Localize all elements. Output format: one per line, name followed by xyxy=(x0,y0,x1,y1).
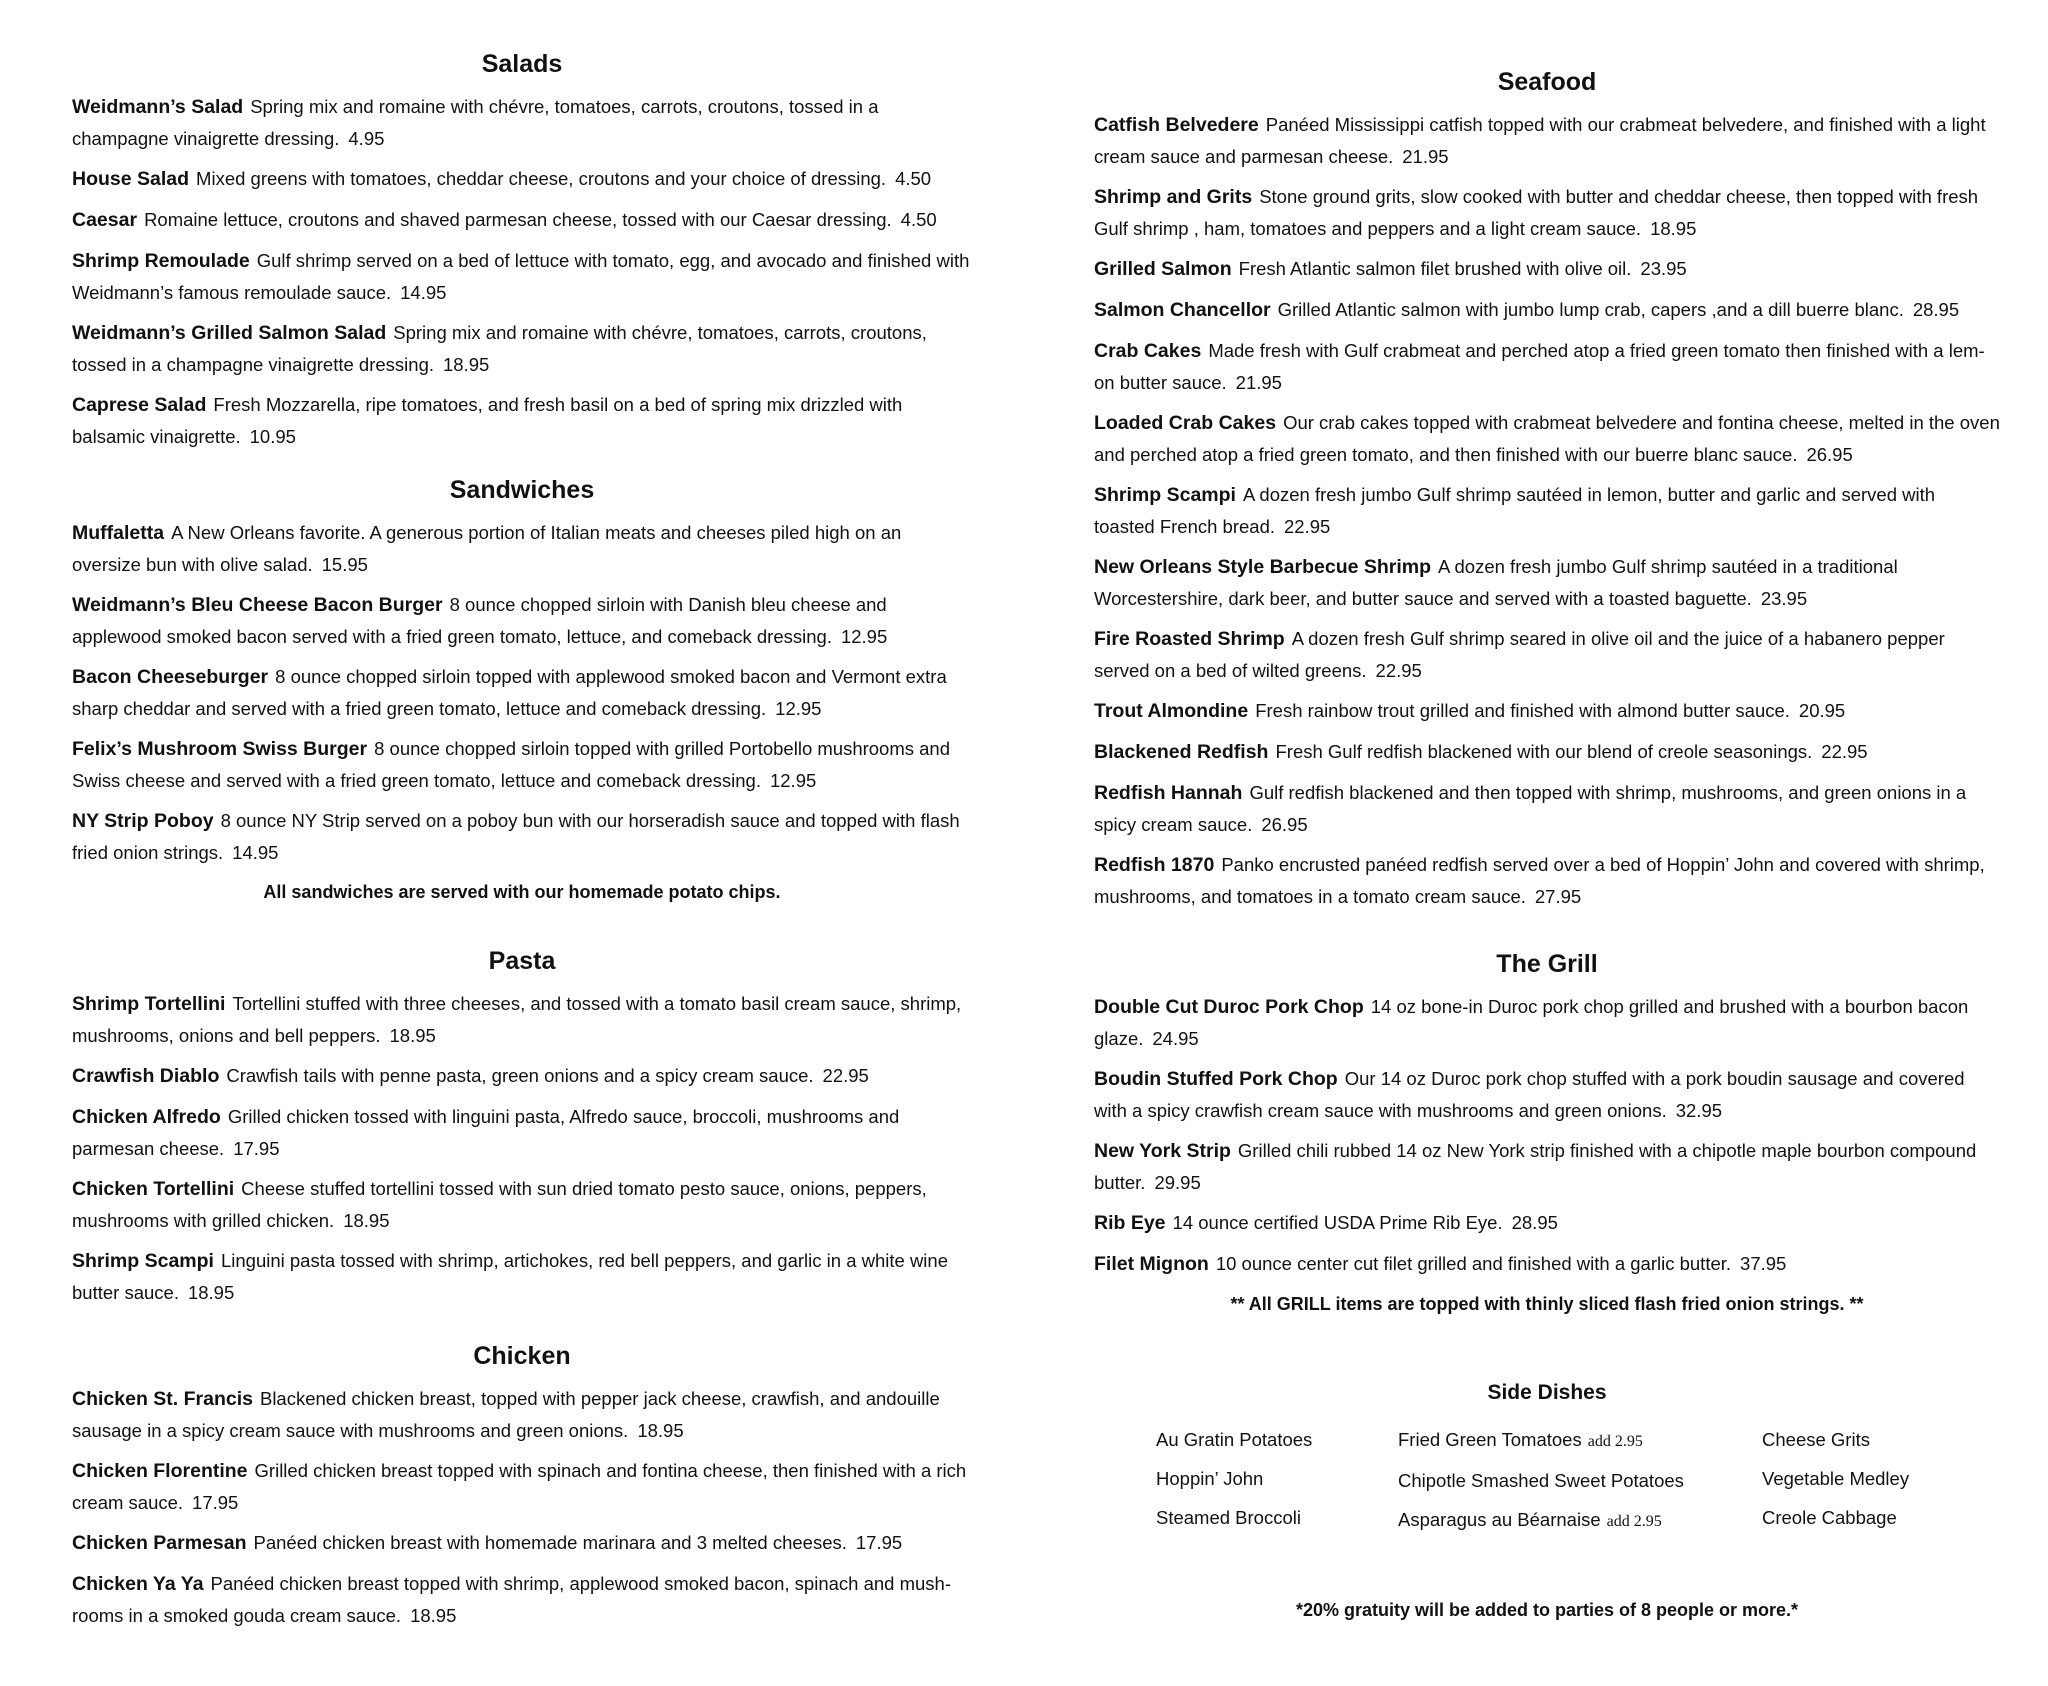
side-dish xyxy=(1398,1420,1684,1461)
item-price: 17.95 xyxy=(233,1138,280,1159)
item-price: 10.95 xyxy=(249,426,296,447)
item-name: Caprese Salad xyxy=(72,394,207,416)
item-price: 26.95 xyxy=(1261,814,1308,835)
menu-item xyxy=(72,204,972,236)
item-price: 12.95 xyxy=(775,698,822,719)
side-dish xyxy=(1762,1420,1909,1459)
item-price: 37.95 xyxy=(1740,1253,1787,1274)
item-name: Grilled Salmon xyxy=(1094,258,1232,280)
item-name: NY Strip Poboy xyxy=(72,810,214,832)
menu-item xyxy=(1094,736,2000,768)
item-price: 18.95 xyxy=(410,1605,457,1626)
menu-item xyxy=(72,1173,972,1236)
item-price: 17.95 xyxy=(855,1532,903,1553)
item-price: 24.95 xyxy=(1152,1028,1199,1049)
item-description: A dozen fresh jumbo Gulf shrimp sautéed in lemon, butter and garlic and served with toasted French bread. xyxy=(1094,484,1936,537)
menu-item xyxy=(1094,407,2000,470)
side-dish-name: Creole Cabbage xyxy=(1762,1507,1897,1528)
pasta-items xyxy=(72,988,972,1308)
item-price: 22.95 xyxy=(822,1065,869,1086)
item-description: Stone ground grits, slow cooked with butter and cheddar cheese, then topped with fresh Gulf shrimp , ham, tomatoes and peppers and a light cream sauce. xyxy=(1094,186,1979,239)
side-dish-name: Cheese Grits xyxy=(1762,1429,1870,1450)
sides-grid xyxy=(1094,1420,2000,1550)
chicken-section xyxy=(72,1340,972,1640)
menu-item xyxy=(72,245,972,308)
side-dish xyxy=(1398,1500,1684,1541)
side-dish-name: Au Gratin Potatoes xyxy=(1156,1429,1313,1450)
menu-item xyxy=(72,517,972,580)
menu-item xyxy=(1094,109,2000,172)
item-description: Grilled chicken tossed with linguini pasta, Alfredo sauce, broccoli, mushrooms and parmesan cheese. xyxy=(72,1106,900,1159)
menu-item xyxy=(1094,479,2000,542)
item-price: 32.95 xyxy=(1675,1100,1723,1121)
side-dish xyxy=(1156,1498,1312,1537)
item-name: House Salad xyxy=(72,168,190,190)
item-description: Fresh Mozzarella, ripe tomatoes, and fresh basil on a bed of spring mix drizzled with balsamic vinaigrette. xyxy=(72,394,903,447)
item-description: A New Orleans favorite. A generous portion of Italian meats and cheeses piled high on an oversize bun with olive salad. xyxy=(72,522,902,575)
menu-item xyxy=(1094,335,2000,398)
grill-items xyxy=(1094,991,2000,1280)
item-name: Weidmann’s Bleu Cheese Bacon Burger xyxy=(72,594,443,616)
menu-item xyxy=(72,661,972,724)
item-description: Our 14 oz Duroc pork chop stuffed with a pork boudin sausage and covered with a spicy crawfish cream sauce with mushrooms and green onions. xyxy=(1094,1068,1965,1121)
item-description: Grilled chicken breast topped with spinach and fontina cheese, then finished with a rich cream sauce. xyxy=(72,1460,967,1513)
item-price: 4.95 xyxy=(348,128,385,149)
item-name: Felix’s Mushroom Swiss Burger xyxy=(72,738,368,760)
menu-item xyxy=(1094,294,2000,326)
item-price: 23.95 xyxy=(1640,258,1687,279)
side-dish xyxy=(1156,1420,1312,1459)
item-price: 14.95 xyxy=(232,842,279,863)
item-description: 14 ounce certified USDA Prime Rib Eye. xyxy=(1172,1212,1503,1233)
sandwiches-title: Sandwiches xyxy=(449,476,595,504)
item-price: 18.95 xyxy=(343,1210,390,1231)
menu-item xyxy=(1094,253,2000,285)
item-description: Fresh Gulf redfish blackened with our blend of creole seasonings. xyxy=(1275,741,1813,762)
menu-item xyxy=(72,589,972,652)
item-description: Our crab cakes topped with crabmeat belvedere and fontina cheese, melted in the oven and perched atop a fried green tomato, and then finished with our buerre blanc sauce. xyxy=(1094,412,2000,465)
chicken-items xyxy=(72,1383,972,1631)
seafood-items xyxy=(1094,109,2000,912)
item-price: 4.50 xyxy=(895,168,932,189)
item-price: 22.95 xyxy=(1375,660,1422,681)
item-description: Gulf redfish blackened and then topped with shrimp, mushrooms, and green onions in a spicy cream sauce. xyxy=(1094,782,1967,835)
menu-item xyxy=(1094,1063,2000,1126)
menu-item xyxy=(72,317,972,380)
menu-item xyxy=(72,1568,972,1631)
item-description: Panko encrusted panéed redfish served over a bed of Hoppin’ John and covered with shrimp, mushrooms, and tomatoes in a tomato cream sauce. xyxy=(1094,854,1985,907)
menu-item xyxy=(72,805,972,868)
item-description: Cheese stuffed tortellini tossed with sun dried tomato pesto sauce, onions, peppers, mushrooms with grilled chicken. xyxy=(72,1178,927,1231)
menu-item xyxy=(1094,1207,2000,1239)
sandwiches-items xyxy=(72,517,972,868)
sandwiches-section xyxy=(72,474,972,907)
item-price: 29.95 xyxy=(1154,1172,1201,1193)
item-price: 12.95 xyxy=(769,770,817,791)
side-dish xyxy=(1762,1459,1909,1498)
grill-section xyxy=(1094,948,2000,1319)
item-price: 22.95 xyxy=(1821,741,1868,762)
item-price: 27.95 xyxy=(1534,886,1582,907)
item-name: Salmon Chancellor xyxy=(1094,299,1271,321)
item-description: Linguini pasta tossed with shrimp, artichokes, red bell peppers, and garlic in a white wine butter sauce. xyxy=(72,1250,948,1303)
item-price: 14.95 xyxy=(400,282,447,303)
item-price: 22.95 xyxy=(1284,516,1331,537)
side-dish xyxy=(1156,1459,1312,1498)
item-description: Fresh rainbow trout grilled and finished with almond butter sauce. xyxy=(1255,700,1790,721)
item-description: Spring mix and romaine with chévre, tomatoes, carrots, croutons, tossed in a champagne vinaigrette dressing. xyxy=(72,96,879,149)
salads-title: Salads xyxy=(481,50,563,78)
side-dish-addon-price: add 2.95 xyxy=(1606,1513,1662,1530)
sides-column-3 xyxy=(1762,1420,1909,1537)
item-description: Made fresh with Gulf crabmeat and perched atop a fried green tomato then finished with a lem-on butter sauce. xyxy=(1094,340,1985,393)
menu-item xyxy=(72,988,972,1051)
item-name: Boudin Stuffed Pork Chop xyxy=(1094,1068,1338,1090)
item-price: 15.95 xyxy=(321,554,368,575)
item-name: Catfish Belvedere xyxy=(1094,114,1259,136)
item-description: 8 ounce NY Strip served on a poboy bun with our horseradish sauce and topped with flash fried onion strings. xyxy=(72,810,960,863)
item-name: Shrimp and Grits xyxy=(1094,186,1253,208)
side-dish-name: Fried Green Tomatoes xyxy=(1398,1429,1582,1450)
menu-item xyxy=(1094,991,2000,1054)
menu-item xyxy=(72,1383,972,1446)
item-name: Shrimp Scampi xyxy=(1094,484,1236,506)
chicken-title: Chicken xyxy=(473,1342,571,1370)
item-name: New Orleans Style Barbecue Shrimp xyxy=(1094,556,1432,578)
item-price: 21.95 xyxy=(1402,146,1449,167)
seafood-title: Seafood xyxy=(1497,68,1597,96)
item-price: 17.95 xyxy=(192,1492,239,1513)
item-name: Chicken Tortellini xyxy=(72,1178,235,1200)
item-name: Weidmann’s Grilled Salmon Salad xyxy=(72,322,387,344)
item-description: Tortellini stuffed with three cheeses, and tossed with a tomato basil cream sauce, shrimp, mushrooms, onions and bell peppers. xyxy=(72,993,962,1046)
item-price: 12.95 xyxy=(840,626,888,647)
item-description: Fresh Atlantic salmon filet brushed with olive oil. xyxy=(1238,258,1632,279)
side-dish-name: Steamed Broccoli xyxy=(1156,1507,1301,1528)
item-name: Caesar xyxy=(72,209,138,231)
gratuity-note: *20% gratuity will be added to parties of 8 people or more.* xyxy=(1295,1600,1799,1620)
menu-item xyxy=(1094,1135,2000,1198)
menu-item xyxy=(72,1527,972,1559)
item-name: Chicken Ya Ya xyxy=(72,1573,204,1595)
menu-item xyxy=(72,1455,972,1518)
item-name: Muffaletta xyxy=(72,522,165,544)
item-name: Chicken Alfredo xyxy=(72,1106,221,1128)
item-name: Blackened Redfish xyxy=(1094,741,1269,763)
sides-title: Side Dishes xyxy=(1487,1381,1607,1404)
sides-column-1 xyxy=(1156,1420,1312,1537)
item-price: 20.95 xyxy=(1798,700,1846,721)
menu-item xyxy=(1094,181,2000,244)
menu-item xyxy=(72,1245,972,1308)
item-price: 26.95 xyxy=(1806,444,1853,465)
item-description: 8 ounce chopped sirloin with Danish bleu cheese and applewood smoked bacon served with a fried green tomato, lettuce, and comeback dressing. xyxy=(72,594,887,647)
item-price: 18.95 xyxy=(637,1420,684,1441)
item-name: Bacon Cheeseburger xyxy=(72,666,269,688)
item-name: Chicken St. Francis xyxy=(72,1388,253,1410)
menu-item xyxy=(72,389,972,452)
item-price: 23.95 xyxy=(1760,588,1808,609)
item-name: Chicken Florentine xyxy=(72,1460,248,1482)
item-description: Spring mix and romaine with chévre, tomatoes, carrots, croutons, tossed in a champagne vinaigrette dressing. xyxy=(72,322,927,375)
item-name: Redfish 1870 xyxy=(1094,854,1215,876)
item-description: Panéed chicken breast topped with shrimp, applewood smoked bacon, spinach and mush-rooms in a smoked gouda cream sauce. xyxy=(72,1573,951,1626)
item-description: Panéed Mississippi catfish topped with our crabmeat belvedere, and finished with a light cream sauce and parmesan cheese. xyxy=(1094,114,1986,167)
side-dish xyxy=(1762,1498,1909,1537)
item-description: 10 ounce center cut filet grilled and finished with a garlic butter. xyxy=(1215,1253,1732,1274)
sandwiches-note: All sandwiches are served with our homemade potato chips. xyxy=(263,882,781,902)
item-price: 4.50 xyxy=(900,209,937,230)
side-dish-name: Vegetable Medley xyxy=(1762,1468,1910,1489)
item-price: 18.95 xyxy=(443,354,490,375)
item-price: 18.95 xyxy=(1650,218,1697,239)
item-description: Grilled chili rubbed 14 oz New York strip finished with a chipotle maple bourbon compound butter. xyxy=(1094,1140,1977,1193)
menu-item xyxy=(72,91,972,154)
item-name: Weidmann’s Salad xyxy=(72,96,244,118)
menu-item xyxy=(1094,623,2000,686)
side-dish-addon-price: add 2.95 xyxy=(1587,1433,1643,1450)
item-name: Filet Mignon xyxy=(1094,1253,1209,1275)
item-name: Rib Eye xyxy=(1094,1212,1166,1234)
item-description: Gulf shrimp served on a bed of lettuce with tomato, egg, and avocado and finished with Weidmann’s famous remoulade sauce. xyxy=(72,250,970,303)
item-name: Crawfish Diablo xyxy=(72,1065,220,1087)
sides-column-2 xyxy=(1398,1420,1684,1541)
menu-item xyxy=(1094,849,2000,912)
side-dish-name: Hoppin’ John xyxy=(1156,1468,1264,1489)
menu-item xyxy=(72,733,972,796)
item-name: Shrimp Tortellini xyxy=(72,993,226,1015)
item-price: 28.95 xyxy=(1511,1212,1558,1233)
item-price: 18.95 xyxy=(389,1025,436,1046)
item-name: Shrimp Remoulade xyxy=(72,250,250,272)
salads-section xyxy=(72,48,972,461)
grill-note: ** All GRILL items are topped with thinly sliced flash fried onion strings. ** xyxy=(1230,1294,1864,1314)
item-description: 14 oz bone-in Duroc pork chop grilled and brushed with a bourbon bacon glaze. xyxy=(1094,996,1969,1049)
item-description: A dozen fresh jumbo Gulf shrimp sautéed in a traditional Worcestershire, dark beer, and butter sauce and served with a toasted baguette. xyxy=(1094,556,1898,609)
item-name: Chicken Parmesan xyxy=(72,1532,247,1554)
seafood-section xyxy=(1094,66,2000,921)
item-name: Crab Cakes xyxy=(1094,340,1202,362)
item-name: Redfish Hannah xyxy=(1094,782,1243,804)
item-description: 8 ounce chopped sirloin topped with grilled Portobello mushrooms and Swiss cheese and served with a fried green tomato, lettuce and comeback dressing. xyxy=(72,738,951,791)
item-description: Panéed chicken breast with homemade marinara and 3 melted cheeses. xyxy=(253,1532,847,1553)
side-dish-name: Chipotle Smashed Sweet Potatoes xyxy=(1398,1470,1684,1491)
pasta-section xyxy=(72,945,972,1317)
item-price: 28.95 xyxy=(1912,299,1960,320)
item-name: New York Strip xyxy=(1094,1140,1231,1162)
item-name: Loaded Crab Cakes xyxy=(1094,412,1277,434)
item-name: Double Cut Duroc Pork Chop xyxy=(1094,996,1364,1018)
menu-item xyxy=(72,1060,972,1092)
menu-item xyxy=(1094,777,2000,840)
item-description: Romaine lettuce, croutons and shaved parmesan cheese, tossed with our Caesar dressing. xyxy=(144,209,892,230)
item-name: Shrimp Scampi xyxy=(72,1250,214,1272)
menu-item xyxy=(72,163,972,195)
menu-item xyxy=(72,1101,972,1164)
item-name: Fire Roasted Shrimp xyxy=(1094,628,1285,650)
side-dish-name: Asparagus au Béarnaise xyxy=(1398,1509,1601,1530)
salads-items xyxy=(72,91,972,452)
pasta-title: Pasta xyxy=(488,947,556,975)
grill-title: The Grill xyxy=(1496,950,1598,978)
sides-section xyxy=(1094,1378,2000,1550)
item-price: 21.95 xyxy=(1235,372,1282,393)
item-description: Grilled Atlantic salmon with jumbo lump crab, capers ,and a dill buerre blanc. xyxy=(1277,299,1904,320)
item-description: Crawfish tails with penne pasta, green onions and a spicy cream sauce. xyxy=(226,1065,814,1086)
menu-item xyxy=(1094,1248,2000,1280)
menu-item xyxy=(1094,551,2000,614)
item-price: 18.95 xyxy=(187,1282,235,1303)
item-description: A dozen fresh Gulf shrimp seared in olive oil and the juice of a habanero pepper served on a bed of wilted greens. xyxy=(1094,628,1945,681)
item-description: Blackened chicken breast, topped with pepper jack cheese, crawfish, and andouille sausage in a spicy cream sauce with mushrooms and green onions. xyxy=(72,1388,940,1441)
menu-item xyxy=(1094,695,2000,727)
item-description: 8 ounce chopped sirloin topped with applewood smoked bacon and Vermont extra sharp cheddar and served with a fried green tomato, lettuce and comeback dressing. xyxy=(72,666,947,719)
item-name: Trout Almondine xyxy=(1094,700,1249,722)
item-description: Mixed greens with tomatoes, cheddar cheese, croutons and your choice of dressing. xyxy=(196,168,887,189)
side-dish xyxy=(1398,1461,1684,1500)
